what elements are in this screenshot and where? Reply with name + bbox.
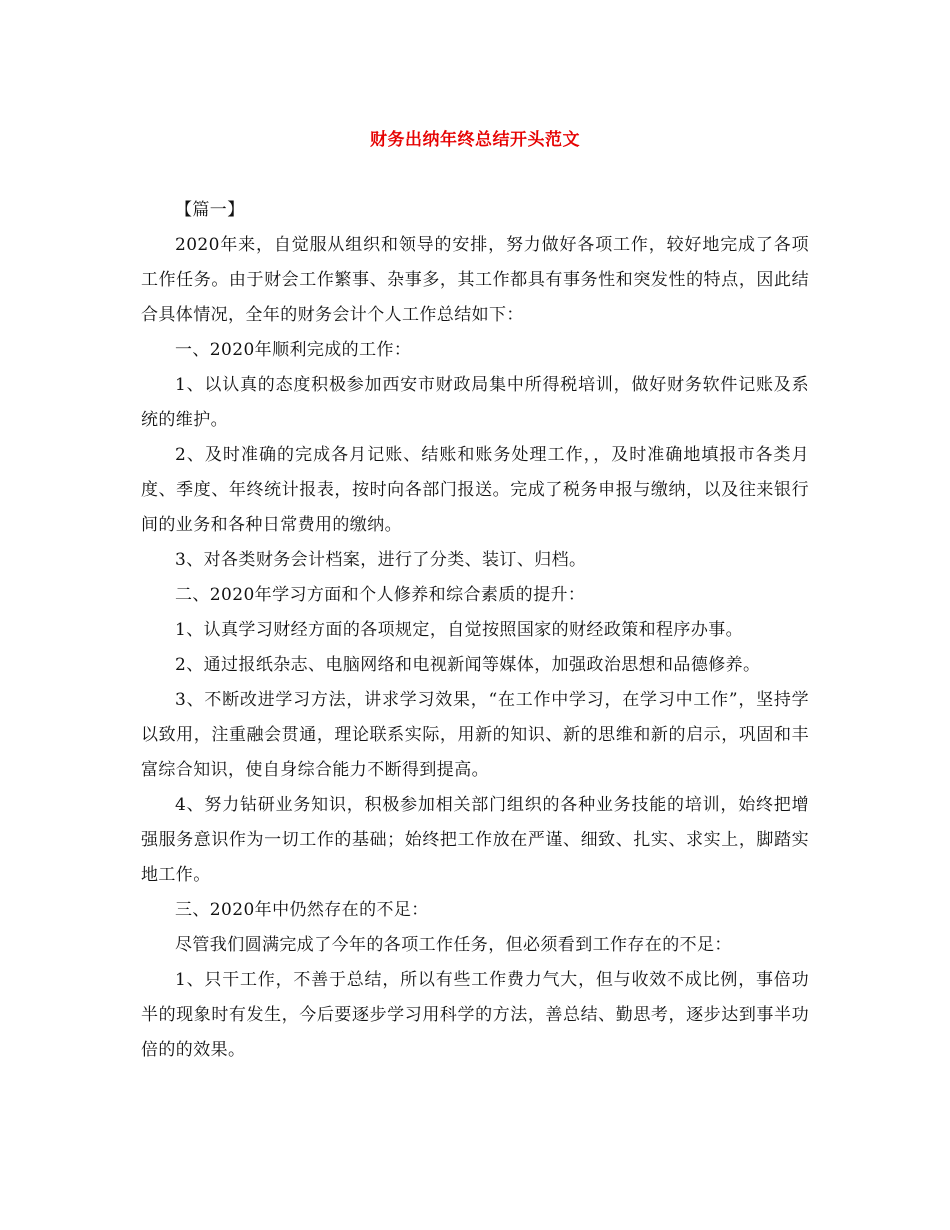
body-paragraph: 3、对各类财务会计档案，进行了分类、装订、归档。 xyxy=(175,550,587,570)
body-paragraph: 一、2020年顺利完成的工作： xyxy=(175,340,412,360)
document-title: 财务出纳年终总结开头范文 xyxy=(370,130,580,150)
body-paragraph: 2、及时准确的完成各月记账、结账和账务处理工作，，及时准确地填报市各类月度、季度、年终统计报表，按时向各部门报送。完成了税务申报与缴纳，以及往来银行间的业务和各种日常费用的缴纳。 xyxy=(141,445,809,535)
body-paragraph: 【篇一】 xyxy=(175,200,245,220)
body-paragraph: 三、2020年中仍然存在的不足： xyxy=(175,900,429,920)
body-paragraph: 1、只干工作，不善于总结，所以有些工作费力气大，但与收效不成比例，事倍功半的现象时有发生，今后要逐步学习用科学的方法，善总结、勤思考，逐步达到事半功倍的的效果。 xyxy=(141,970,809,1060)
body-paragraph: 2、通过报纸杂志、电脑网络和电视新闻等媒体，加强政治思想和品德修养。 xyxy=(175,655,761,675)
body-paragraph: 二、2020年学习方面和个人修养和综合素质的提升： xyxy=(175,585,586,605)
body-paragraph: 2020年来，自觉服从组织和领导的安排，努力做好各项工作，较好地完成了各项工作任务。由于财会工作繁事、杂事多，其工作都具有事务性和突发性的特点，因此结合具体情况，全年的财务会计个人工作总结如下： xyxy=(141,235,809,325)
body-paragraph: 4、努力钻研业务知识，积极参加相关部门组织的各种业务技能的培训，始终把增强服务意识作为一切工作的基础；始终把工作放在严谨、细致、扎实、求实上，脚踏实地工作。 xyxy=(141,795,809,885)
body-paragraph: 1、认真学习财经方面的各项规定，自觉按照国家的财经政策和程序办事。 xyxy=(175,620,744,640)
body-paragraph: 尽管我们圆满完成了今年的各项工作任务，但必须看到工作存在的不足： xyxy=(175,935,732,955)
document-body xyxy=(141,193,809,1068)
body-paragraph: 1、以认真的态度积极参加西安市财政局集中所得税培训，做好财务软件记账及系统的维护。 xyxy=(141,375,809,430)
body-paragraph: 3、不断改进学习方法，讲求学习效果，“在工作中学习，在学习中工作”，坚持学以致用，注重融会贯通，理论联系实际，用新的知识、新的思维和新的启示，巩固和丰富综合知识，使自身综合能力不断得到提高。 xyxy=(141,690,809,780)
